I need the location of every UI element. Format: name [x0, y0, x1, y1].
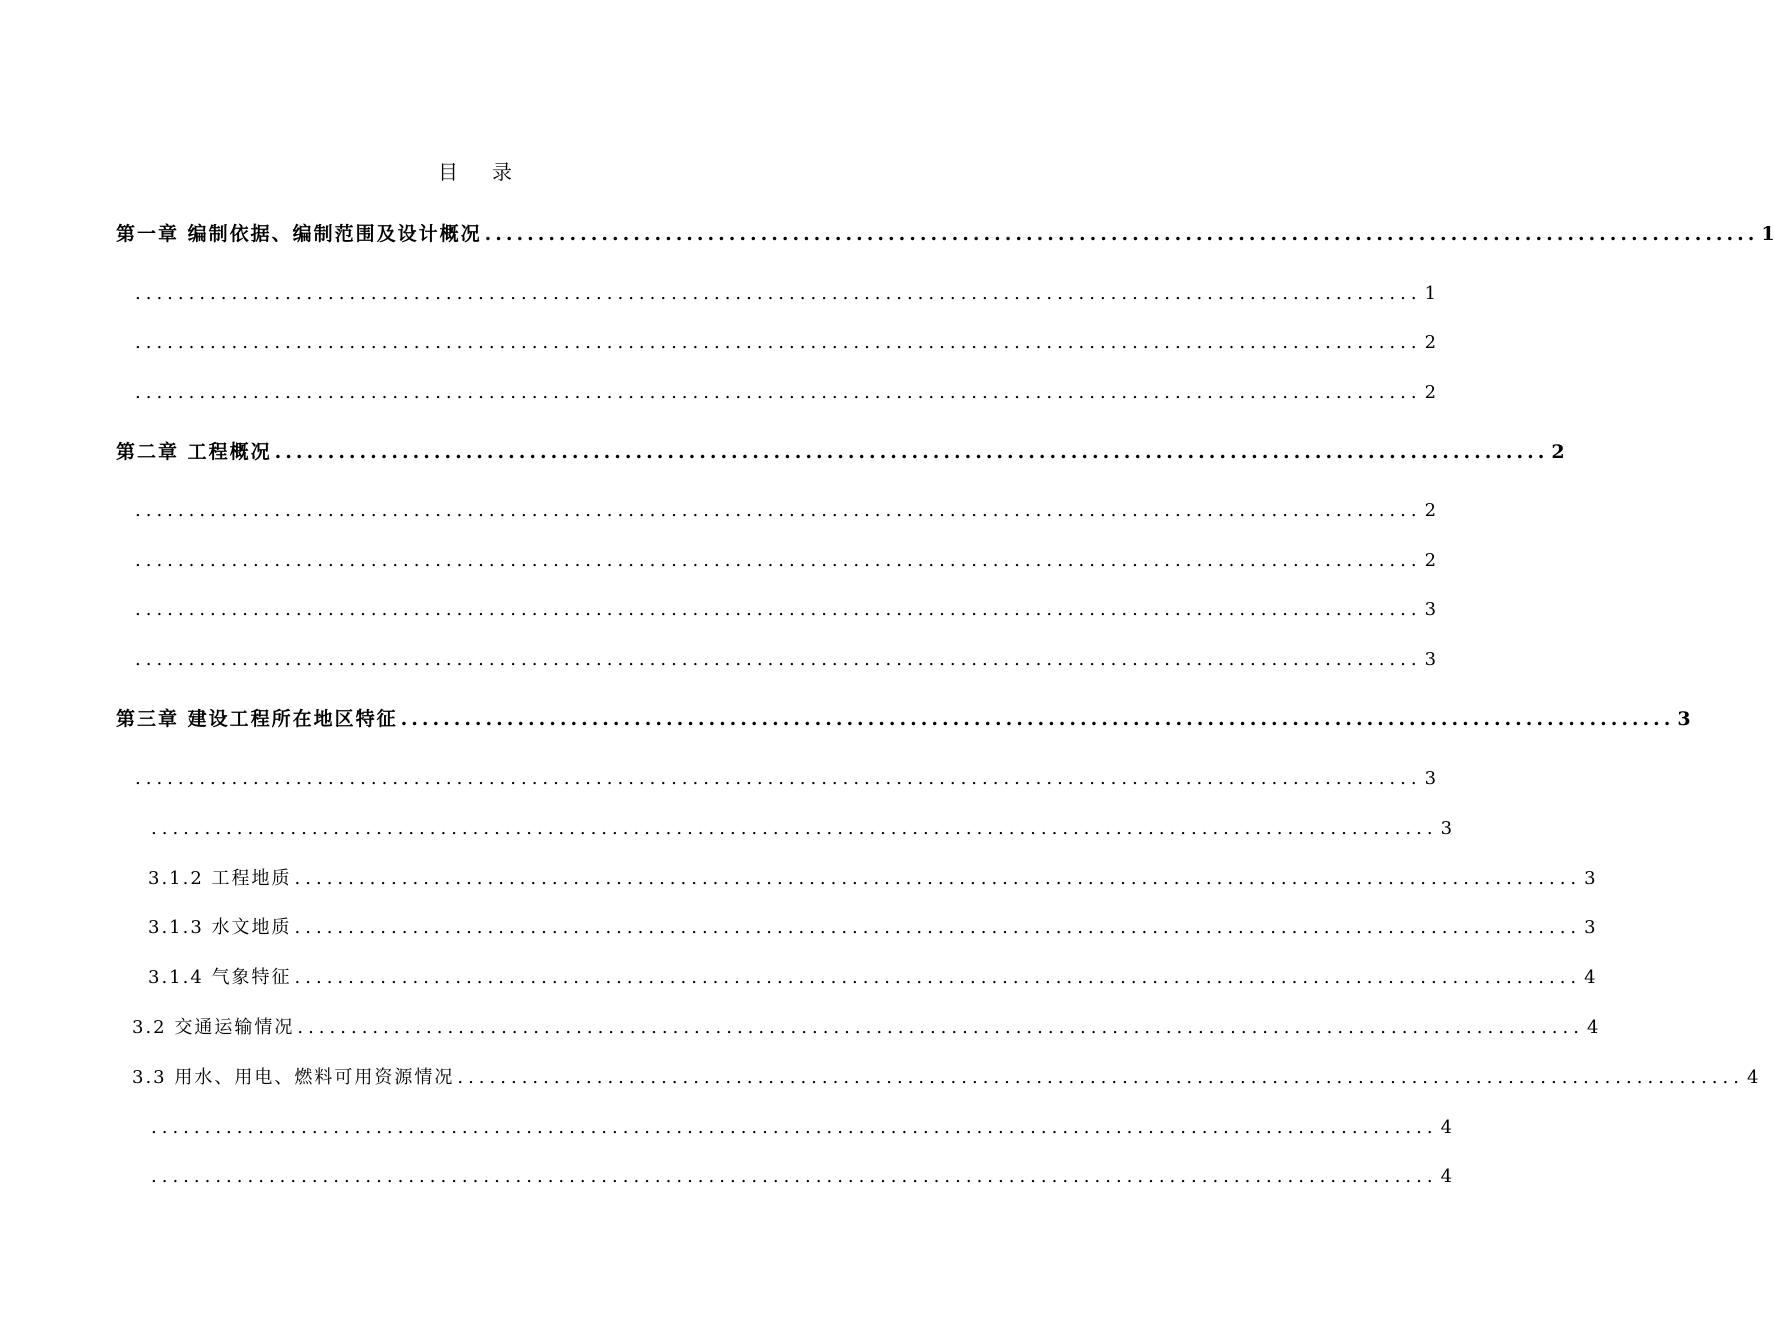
toc-leader-dots: ........................................................................................................................ — [151, 1166, 1438, 1187]
toc-entry[interactable] — [132, 1064, 1759, 1092]
toc-title: 目录 — [438, 160, 546, 184]
toc-leader-dots: ........................................................................................................................ — [135, 599, 1422, 620]
toc-entry-page: 4 — [1584, 967, 1596, 988]
toc-entry-label: 3.2 交通运输情况 — [132, 1017, 295, 1038]
toc-entry[interactable] — [132, 646, 1437, 674]
toc-entry-page: 1 — [1761, 223, 1775, 245]
toc-entry-label: 3.1.2 工程地质 — [148, 868, 292, 889]
toc-entry-page: 2 — [1424, 500, 1437, 521]
toc-leader-dots: ........................................................................................................................ — [294, 917, 1582, 938]
toc-leader-dots: ........................................................................................................................ — [274, 441, 1549, 463]
toc-leader-dots: ........................................................................................................................ — [135, 500, 1422, 521]
toc-entry-page: 4 — [1440, 1117, 1453, 1138]
toc-leader-dots: ........................................................................................................................ — [135, 550, 1422, 571]
toc-leader-dots: ........................................................................................................................ — [151, 1117, 1438, 1138]
toc-entry[interactable] — [132, 280, 1437, 308]
toc-leader-dots: ........................................................................................................................ — [135, 768, 1422, 789]
toc-entry-page: 3 — [1677, 708, 1691, 730]
toc-entry-page: 3 — [1584, 868, 1596, 889]
toc-leader-dots: ........................................................................................................................ — [400, 708, 1675, 730]
toc-leader-dots: ........................................................................................................................ — [297, 1017, 1584, 1038]
toc-entry-label: 第三章 建设工程所在地区特征 — [116, 708, 398, 730]
toc-entry[interactable] — [132, 765, 1437, 793]
toc-entry[interactable] — [132, 497, 1437, 525]
toc-entry-page: 1 — [1424, 283, 1437, 304]
toc-leader-dots: ........................................................................................................................ — [135, 382, 1422, 403]
toc-entry[interactable] — [132, 379, 1437, 407]
toc-entry-page: 3 — [1584, 917, 1596, 938]
toc-entry-label: 3.1.3 水文地质 — [148, 917, 292, 938]
toc-entry-page: 2 — [1424, 382, 1437, 403]
toc-entry-chapter-1[interactable] — [116, 220, 1775, 248]
toc-entry-page: 3 — [1440, 818, 1453, 839]
toc-entry-page: 4 — [1746, 1067, 1759, 1088]
toc-entry-page: 2 — [1424, 332, 1437, 353]
toc-leader-dots: ........................................................................................................................ — [135, 649, 1422, 670]
toc-entry[interactable] — [148, 964, 1596, 992]
toc-entry[interactable] — [132, 596, 1437, 624]
toc-leader-dots: ........................................................................................................................ — [457, 1067, 1744, 1088]
toc-entry-label: 3.1.4 气象特征 — [148, 967, 292, 988]
toc-leader-dots: ........................................................................................................................ — [294, 868, 1582, 889]
toc-entry[interactable] — [148, 815, 1453, 843]
toc-entry-page: 4 — [1440, 1166, 1453, 1187]
toc-leader-dots: ........................................................................................................................ — [484, 223, 1759, 245]
toc-entry[interactable] — [148, 1114, 1453, 1142]
toc-entry[interactable] — [132, 547, 1437, 575]
toc-leader-dots: ........................................................................................................................ — [294, 967, 1582, 988]
toc-entry-page: 3 — [1424, 649, 1437, 670]
toc-entry-label: 第一章 编制依据、编制范围及设计概况 — [116, 223, 482, 245]
toc-entry-chapter-3[interactable] — [116, 705, 1691, 733]
toc-entry[interactable] — [148, 865, 1596, 893]
toc-entry-label: 第二章 工程概况 — [116, 441, 272, 463]
toc-entry-page: 4 — [1586, 1017, 1599, 1038]
toc-entry-label: 3.3 用水、用电、燃料可用资源情况 — [132, 1067, 455, 1088]
toc-entry[interactable] — [148, 1163, 1453, 1191]
toc-entry[interactable] — [148, 914, 1596, 942]
toc-entry-page: 2 — [1551, 441, 1565, 463]
toc-leader-dots: ........................................................................................................................ — [135, 332, 1422, 353]
toc-entry-page: 3 — [1424, 599, 1437, 620]
toc-entry-chapter-2[interactable] — [116, 438, 1565, 466]
toc-entry-page: 2 — [1424, 550, 1437, 571]
toc-entry[interactable] — [132, 1014, 1599, 1042]
toc-leader-dots: ........................................................................................................................ — [135, 283, 1422, 304]
toc-entry-page: 3 — [1424, 768, 1437, 789]
toc-entry[interactable] — [132, 329, 1437, 357]
toc-leader-dots: ........................................................................................................................ — [151, 818, 1438, 839]
